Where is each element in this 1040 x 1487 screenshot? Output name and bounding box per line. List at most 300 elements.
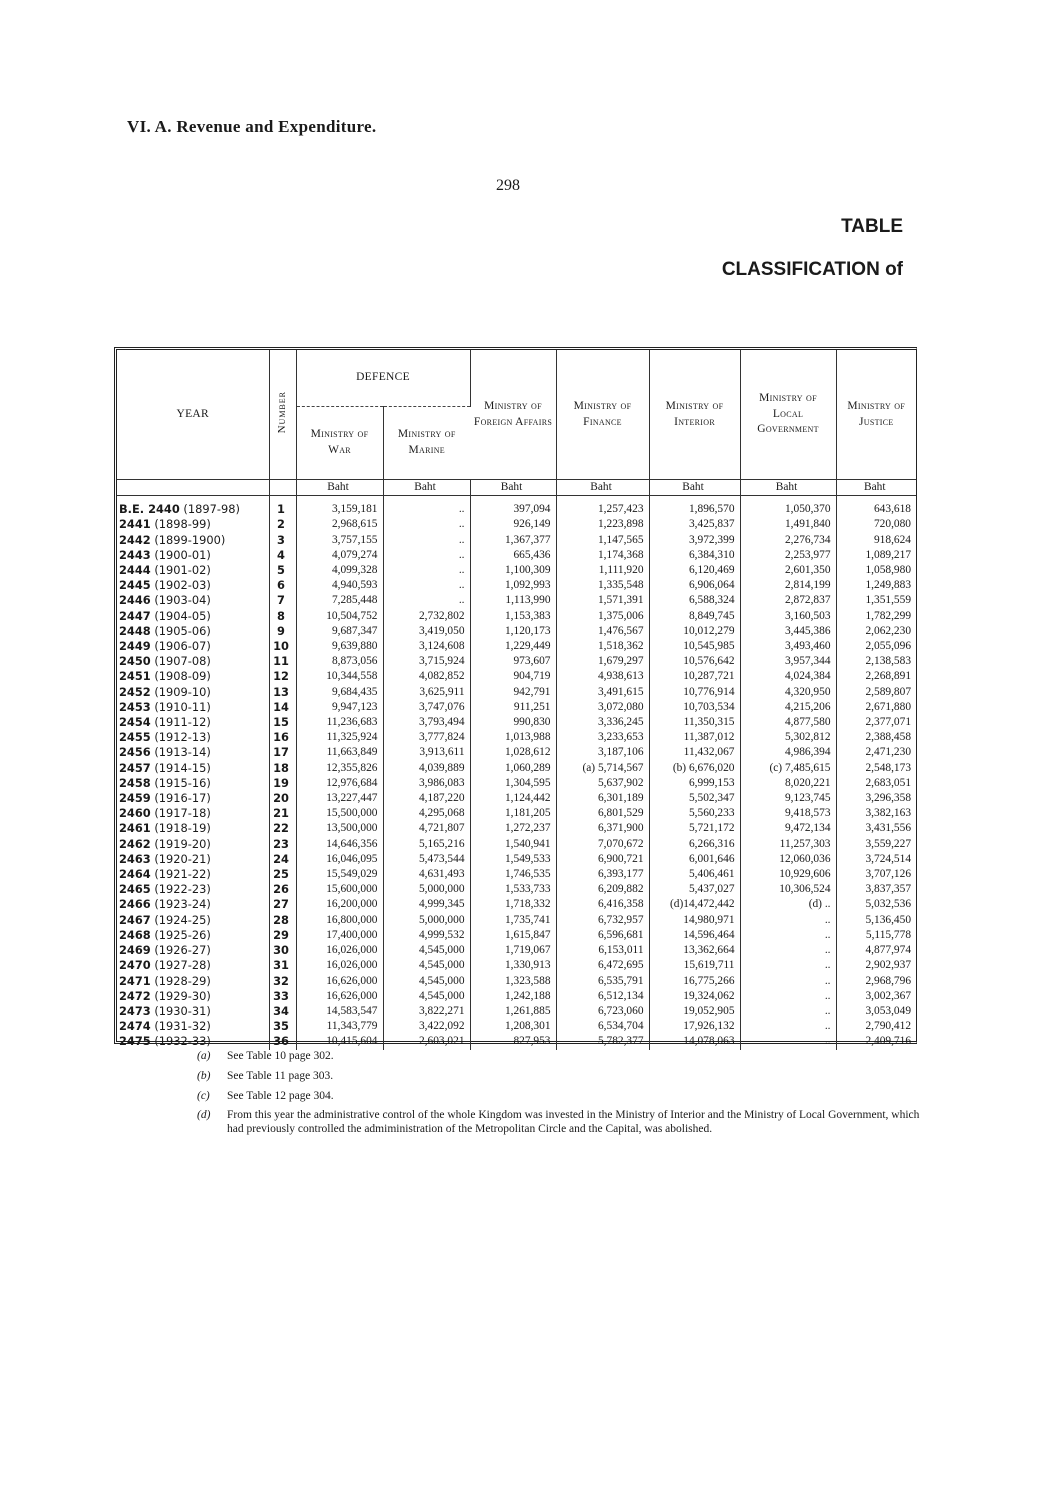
foreign-cell: 665,436	[470, 548, 556, 563]
marine-cell: ..	[383, 517, 470, 532]
marine-cell: 4,545,000	[383, 958, 470, 973]
local-cell: ..	[740, 974, 836, 989]
expenditure-table	[117, 350, 916, 1050]
finance-cell: 1,111,920	[556, 563, 649, 578]
marine-cell: 5,000,000	[383, 882, 470, 897]
interior-cell: 5,502,347	[649, 791, 740, 806]
foreign-cell: 1,746,535	[470, 867, 556, 882]
local-cell: ..	[740, 1019, 836, 1034]
year-code: 2472	[119, 988, 151, 1003]
justice-cell: 2,671,880	[865, 700, 912, 713]
table-row	[117, 761, 916, 776]
war-cell: 7,285,448	[296, 593, 383, 608]
justice-cell: 2,968,796	[865, 974, 912, 987]
local-cell: (c) 7,485,615	[740, 761, 836, 776]
section-title: VI. A. Revenue and Expenditure.	[127, 117, 377, 136]
year-period: (1900-01)	[154, 547, 211, 562]
war-cell: 10,344,558	[296, 669, 383, 684]
local-cell: 2,872,837	[740, 593, 836, 608]
unit-row	[117, 480, 916, 496]
year-code: 2451	[119, 669, 151, 684]
year-code: 2453	[119, 699, 151, 714]
local-cell: 9,123,745	[740, 791, 836, 806]
marine-cell: 5,000,000	[383, 913, 470, 928]
marine-cell: ..	[383, 533, 470, 548]
local-cell: 8,020,221	[740, 776, 836, 791]
interior-cell: 10,012,279	[649, 624, 740, 639]
finance-cell: 1,174,368	[556, 548, 649, 563]
justice-cell: 2,138,583	[865, 655, 912, 668]
year-code: 2459	[119, 791, 151, 806]
interior-cell: 19,052,905	[649, 1004, 740, 1019]
marine-cell: 3,419,050	[383, 624, 470, 639]
interior-cell: 14,078,063	[649, 1034, 740, 1049]
row-number: 24	[269, 852, 296, 867]
year-cell	[117, 715, 269, 730]
finance-cell: 6,732,957	[556, 913, 649, 928]
row-number: 25	[269, 867, 296, 882]
interior-cell: 1,896,570	[649, 502, 740, 517]
unit-cell-foreign: Baht	[470, 480, 556, 496]
marine-cell: 4,999,345	[383, 897, 470, 912]
local-cell: ..	[740, 1034, 836, 1049]
year-period: (1901-02)	[154, 563, 211, 578]
justice-cell: 1,782,299	[865, 609, 912, 622]
justice-cell: 3,707,126	[865, 868, 912, 881]
year-code: 2470	[119, 958, 151, 973]
interior-cell: 14,980,971	[649, 913, 740, 928]
revenue-table-frame	[114, 347, 917, 1049]
footnote-text: See Table 11 page 303.	[227, 1070, 334, 1082]
table-row	[117, 897, 916, 912]
finance-cell: 6,301,189	[556, 791, 649, 806]
finance-cell: 3,233,653	[556, 730, 649, 745]
justice-cell: 2,589,807	[865, 685, 912, 698]
year-cell	[117, 761, 269, 776]
interior-cell: 6,266,316	[649, 837, 740, 852]
finance-cell: 6,153,011	[556, 943, 649, 958]
year-code: 2468	[119, 927, 151, 942]
marine-cell: 3,747,076	[383, 700, 470, 715]
row-number: 10	[269, 639, 296, 654]
table-row	[117, 517, 916, 532]
finance-cell: 1,223,898	[556, 517, 649, 532]
year-cell	[117, 837, 269, 852]
footnote-text: See Table 10 page 302.	[227, 1050, 334, 1062]
year-code: 2442	[119, 532, 151, 547]
footnote-d	[197, 1108, 922, 1136]
table-row	[117, 700, 916, 715]
year-cell	[117, 897, 269, 912]
year-period: (1914-15)	[154, 760, 211, 775]
table-row	[117, 989, 916, 1004]
year-period: (1912-13)	[154, 730, 211, 745]
war-cell: 17,400,000	[296, 928, 383, 943]
year-cell	[117, 685, 269, 700]
row-number: 28	[269, 913, 296, 928]
row-number: 19	[269, 776, 296, 791]
marine-cell: 4,721,807	[383, 821, 470, 836]
year-cell	[117, 1034, 269, 1049]
war-cell: 12,976,684	[296, 776, 383, 791]
page-number: 298	[496, 177, 520, 194]
table-label: TABLE	[841, 216, 903, 237]
foreign-cell: 1,261,885	[470, 1004, 556, 1019]
local-cell: 11,257,303	[740, 837, 836, 852]
war-cell: 3,159,181	[296, 502, 383, 517]
foreign-cell: 1,120,173	[470, 624, 556, 639]
year-code: 2465	[119, 882, 151, 897]
foreign-cell: 1,719,067	[470, 943, 556, 958]
year-cell	[117, 517, 269, 532]
table-row	[117, 1004, 916, 1019]
marine-cell: 5,165,216	[383, 837, 470, 852]
year-period: (1913-14)	[154, 745, 211, 760]
col-local-government: Ministry of Local Government	[740, 350, 836, 480]
foreign-cell: 397,094	[470, 502, 556, 517]
finance-cell: 6,596,681	[556, 928, 649, 943]
year-cell	[117, 700, 269, 715]
interior-cell: 5,721,172	[649, 821, 740, 836]
local-cell: ..	[740, 1004, 836, 1019]
table-row	[117, 624, 916, 639]
interior-cell: 15,619,711	[649, 958, 740, 973]
foreign-cell: 973,607	[470, 654, 556, 669]
interior-cell: 14,596,464	[649, 928, 740, 943]
marine-cell: 4,187,220	[383, 791, 470, 806]
foreign-cell: 1,540,941	[470, 837, 556, 852]
foreign-cell: 990,830	[470, 715, 556, 730]
war-cell: 11,663,849	[296, 745, 383, 760]
foreign-cell: 1,028,612	[470, 745, 556, 760]
table-row	[117, 548, 916, 563]
marine-cell: 4,631,493	[383, 867, 470, 882]
year-cell	[117, 776, 269, 791]
foreign-cell: 1,229,449	[470, 639, 556, 654]
unit-cell-number	[269, 480, 296, 496]
table-row	[117, 958, 916, 973]
year-cell	[117, 609, 269, 624]
table-row	[117, 882, 916, 897]
local-cell: 2,601,350	[740, 563, 836, 578]
footnote-c	[197, 1089, 334, 1103]
interior-cell: 5,560,233	[649, 806, 740, 821]
interior-cell: 3,425,837	[649, 517, 740, 532]
foreign-cell: 1,330,913	[470, 958, 556, 973]
interior-cell: 16,775,266	[649, 974, 740, 989]
local-cell: ..	[740, 989, 836, 1004]
col-justice: Ministry of Justice	[847, 399, 906, 428]
year-code: 2454	[119, 715, 151, 730]
local-cell: 10,306,524	[740, 882, 836, 897]
interior-cell: 11,350,315	[649, 715, 740, 730]
row-number: 15	[269, 715, 296, 730]
table-row	[117, 563, 916, 578]
foreign-cell: 1,208,301	[470, 1019, 556, 1034]
year-period: (1916-17)	[154, 791, 211, 806]
marine-cell: 3,625,911	[383, 685, 470, 700]
year-code: 2447	[119, 608, 151, 623]
table-row	[117, 730, 916, 745]
interior-cell: 6,001,646	[649, 852, 740, 867]
foreign-cell: 1,735,741	[470, 913, 556, 928]
marine-cell: 3,793,494	[383, 715, 470, 730]
year-period: (1898-99)	[154, 517, 211, 532]
year-period: (1915-16)	[154, 775, 211, 790]
year-cell	[117, 958, 269, 973]
col-defence: DEFENCE	[296, 350, 470, 407]
local-cell: 4,986,394	[740, 745, 836, 760]
foreign-cell: 1,113,990	[470, 593, 556, 608]
year-period: (1922-23)	[154, 882, 211, 897]
year-code: 2474	[119, 1019, 151, 1034]
local-cell: 2,814,199	[740, 578, 836, 593]
marine-cell: ..	[383, 593, 470, 608]
row-number: 26	[269, 882, 296, 897]
local-cell: (d) ..	[740, 897, 836, 912]
year-code: 2466	[119, 897, 151, 912]
war-cell: 11,343,779	[296, 1019, 383, 1034]
foreign-cell: 911,251	[470, 700, 556, 715]
footnote-text: See Table 12 page 304.	[227, 1090, 334, 1102]
foreign-cell: 1,367,377	[470, 533, 556, 548]
year-code: 2473	[119, 1003, 151, 1018]
table-row	[117, 974, 916, 989]
table-row	[117, 928, 916, 943]
war-cell: 15,600,000	[296, 882, 383, 897]
marine-cell: 4,999,532	[383, 928, 470, 943]
year-cell	[117, 624, 269, 639]
justice-cell: 5,115,778	[865, 928, 912, 941]
year-period: (1919-20)	[154, 836, 211, 851]
local-cell: 2,276,734	[740, 533, 836, 548]
table-row	[117, 943, 916, 958]
year-period: (1907-08)	[154, 654, 211, 669]
year-period: (1928-29)	[154, 973, 211, 988]
interior-cell: 13,362,664	[649, 943, 740, 958]
year-period: (1909-10)	[154, 684, 211, 699]
justice-cell: 2,548,173	[865, 761, 912, 774]
unit-cell-war: Baht	[296, 480, 383, 496]
finance-cell: 1,147,565	[556, 533, 649, 548]
marine-cell: 4,082,852	[383, 669, 470, 684]
col-number	[269, 350, 296, 480]
year-code: 2469	[119, 943, 151, 958]
unit-cell-year	[117, 480, 269, 496]
foreign-cell: 1,718,332	[470, 897, 556, 912]
justice-cell: 2,471,230	[865, 746, 912, 759]
local-cell: 4,215,206	[740, 700, 836, 715]
year-cell	[117, 791, 269, 806]
war-cell: 16,200,000	[296, 897, 383, 912]
justice-cell: 1,351,559	[865, 594, 912, 607]
finance-cell: 3,491,615	[556, 685, 649, 700]
finance-cell: 1,335,548	[556, 578, 649, 593]
war-cell: 16,026,000	[296, 958, 383, 973]
foreign-cell: 1,092,993	[470, 578, 556, 593]
finance-cell: 6,535,791	[556, 974, 649, 989]
interior-cell: 17,926,132	[649, 1019, 740, 1034]
year-cell	[117, 943, 269, 958]
year-cell	[117, 639, 269, 654]
year-period: (1931-32)	[154, 1019, 211, 1034]
war-cell: 11,325,924	[296, 730, 383, 745]
justice-cell: 2,062,230	[865, 624, 912, 637]
year-period: (1925-26)	[154, 927, 211, 942]
foreign-cell: 1,060,289	[470, 761, 556, 776]
finance-cell: 1,257,423	[556, 502, 649, 517]
local-cell: ..	[740, 958, 836, 973]
justice-cell: 643,618	[873, 503, 912, 516]
year-code: 2455	[119, 730, 151, 745]
row-number: 12	[269, 669, 296, 684]
finance-cell: 7,070,672	[556, 837, 649, 852]
finance-cell: 6,393,177	[556, 867, 649, 882]
finance-cell: 5,782,377	[556, 1034, 649, 1049]
justice-cell: 5,136,450	[865, 913, 912, 926]
year-period: (1903-04)	[154, 593, 211, 608]
year-cell	[117, 806, 269, 821]
marine-cell: 4,295,068	[383, 806, 470, 821]
war-cell: 14,583,547	[296, 1004, 383, 1019]
interior-cell: 5,406,461	[649, 867, 740, 882]
year-period: (1927-28)	[154, 958, 211, 973]
year-cell	[117, 1004, 269, 1019]
war-cell: 16,046,095	[296, 852, 383, 867]
footnote-mark: (c)	[197, 1090, 210, 1102]
interior-cell: 3,972,399	[649, 533, 740, 548]
justice-cell: 3,559,227	[865, 837, 912, 850]
row-number: 16	[269, 730, 296, 745]
row-number: 11	[269, 654, 296, 669]
interior-cell: (b) 6,676,020	[649, 761, 740, 776]
table-row	[117, 669, 916, 684]
table-row	[117, 578, 916, 593]
year-period: (1911-12)	[154, 715, 211, 730]
finance-cell: 6,723,060	[556, 1004, 649, 1019]
marine-cell: 3,913,611	[383, 745, 470, 760]
table-row	[117, 852, 916, 867]
footnote-mark: (a)	[197, 1050, 211, 1062]
war-cell: 16,800,000	[296, 913, 383, 928]
local-cell: 12,060,036	[740, 852, 836, 867]
row-number: 4	[269, 548, 296, 563]
foreign-cell: 1,304,595	[470, 776, 556, 791]
finance-cell: 5,637,902	[556, 776, 649, 791]
war-cell: 2,968,615	[296, 517, 383, 532]
local-cell: 3,493,460	[740, 639, 836, 654]
year-period: (1923-24)	[154, 897, 211, 912]
year-code: 2467	[119, 912, 151, 927]
year-period: (1904-05)	[154, 608, 211, 623]
war-cell: 16,026,000	[296, 943, 383, 958]
interior-cell: 6,999,153	[649, 776, 740, 791]
justice-cell: 2,790,412	[865, 1020, 912, 1033]
marine-cell: 3,986,083	[383, 776, 470, 791]
year-period: (1902-03)	[154, 578, 211, 593]
foreign-cell: 1,013,988	[470, 730, 556, 745]
marine-cell: 4,545,000	[383, 989, 470, 1004]
finance-cell: 4,938,613	[556, 669, 649, 684]
local-cell: ..	[740, 913, 836, 928]
foreign-cell: 827,953	[470, 1034, 556, 1049]
finance-cell: 6,801,529	[556, 806, 649, 821]
justice-cell: 3,382,163	[865, 807, 912, 820]
row-number: 27	[269, 897, 296, 912]
year-code: B.E. 2440	[119, 502, 180, 517]
unit-cell-finance: Baht	[556, 480, 649, 496]
table-row	[117, 1034, 916, 1049]
unit-cell-local: Baht	[740, 480, 836, 496]
finance-cell: 6,900,721	[556, 852, 649, 867]
war-cell: 16,626,000	[296, 974, 383, 989]
year-code: 2461	[119, 821, 151, 836]
unit-cell-interior: Baht	[649, 480, 740, 496]
justice-cell: 1,058,980	[865, 564, 912, 577]
interior-cell: 8,849,745	[649, 609, 740, 624]
finance-cell: 6,209,882	[556, 882, 649, 897]
war-cell: 9,684,435	[296, 685, 383, 700]
finance-cell: 1,375,006	[556, 609, 649, 624]
table-row	[117, 1019, 916, 1034]
table-row	[117, 654, 916, 669]
year-period: (1917-18)	[154, 806, 211, 821]
war-cell: 15,500,000	[296, 806, 383, 821]
year-code: 2462	[119, 836, 151, 851]
marine-cell: ..	[383, 563, 470, 578]
war-cell: 9,947,123	[296, 700, 383, 715]
justice-cell: 2,683,051	[865, 776, 912, 789]
year-code: 2475	[119, 1034, 151, 1049]
war-cell: 8,873,056	[296, 654, 383, 669]
table-row	[117, 609, 916, 624]
year-cell	[117, 989, 269, 1004]
local-cell: 1,050,370	[740, 502, 836, 517]
row-number: 8	[269, 609, 296, 624]
interior-cell: 10,545,985	[649, 639, 740, 654]
local-cell: 3,445,386	[740, 624, 836, 639]
footnote-text: From this year the administrative control of the whole Kingdom was invested in the Ministry of Interior and the Ministry of Local Government, which had previously controlled the admiministration of the Metropolitan Circle and the Capital, was abolished.	[227, 1109, 920, 1135]
row-number: 31	[269, 958, 296, 973]
row-number: 1	[269, 502, 296, 517]
interior-cell: 10,287,721	[649, 669, 740, 684]
interior-cell: 6,588,324	[649, 593, 740, 608]
marine-cell: 2,603,021	[383, 1034, 470, 1049]
marine-cell: 3,822,271	[383, 1004, 470, 1019]
war-cell: 16,626,000	[296, 989, 383, 1004]
local-cell: 10,929,606	[740, 867, 836, 882]
year-code: 2443	[119, 547, 151, 562]
year-period: (1897-98)	[183, 502, 240, 517]
local-cell: 4,320,950	[740, 685, 836, 700]
local-cell: 9,418,573	[740, 806, 836, 821]
table-row	[117, 867, 916, 882]
year-period: (1921-22)	[154, 867, 211, 882]
row-number: 13	[269, 685, 296, 700]
foreign-cell: 942,791	[470, 685, 556, 700]
year-period: (1906-07)	[154, 639, 211, 654]
justice-cell: 1,249,883	[865, 579, 912, 592]
year-cell	[117, 533, 269, 548]
finance-cell: 1,518,362	[556, 639, 649, 654]
justice-cell: 3,002,367	[865, 989, 912, 1002]
war-cell: 4,940,593	[296, 578, 383, 593]
year-cell	[117, 502, 269, 517]
year-period: (1905-06)	[154, 623, 211, 638]
justice-cell: 5,032,536	[865, 898, 912, 911]
row-number: 17	[269, 745, 296, 760]
year-cell	[117, 563, 269, 578]
